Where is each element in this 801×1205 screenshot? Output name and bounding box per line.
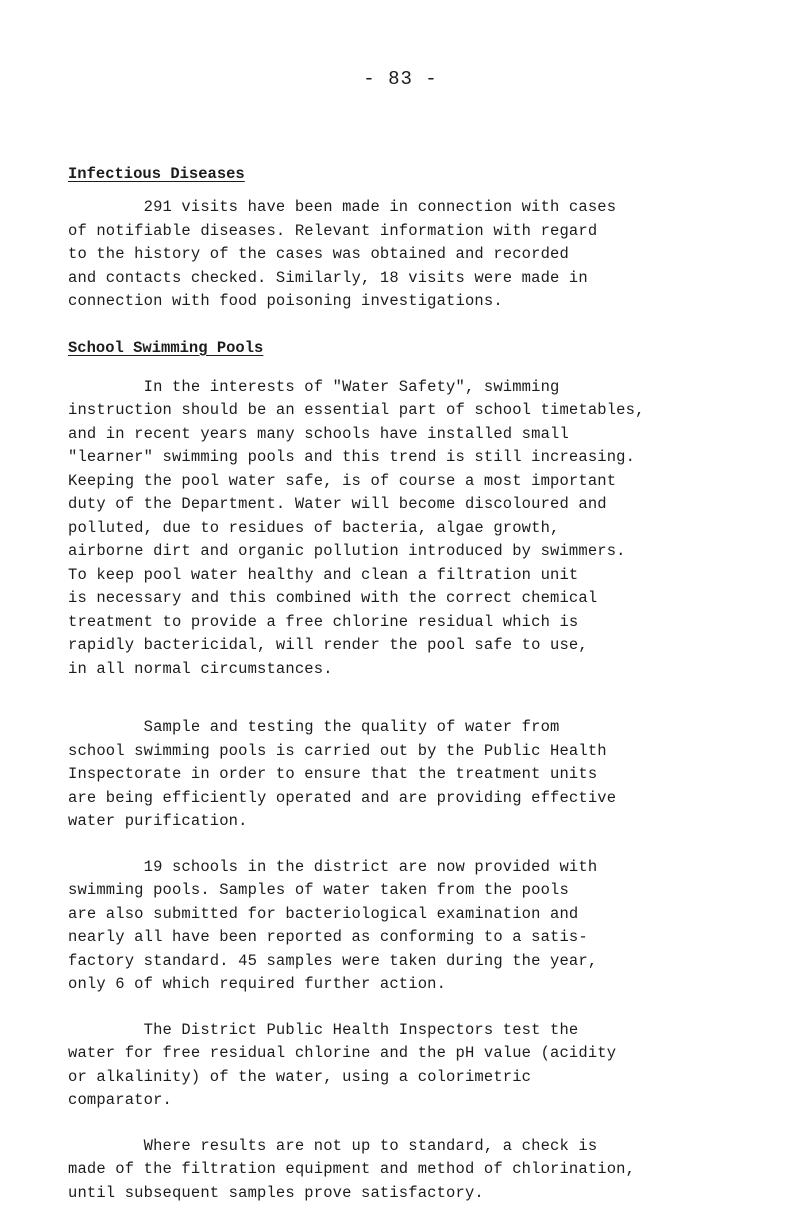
section-heading-infectious-diseases: Infectious Diseases — [68, 162, 796, 186]
section-heading-school-swimming-pools: School Swimming Pools — [68, 336, 796, 360]
document-body — [68, 162, 796, 1205]
paragraph-schools-samples: 19 schools in the district are now provided with swimming pools. Samples of water taken from the pools are also submitted for bacteriological examination and nearly all have been reported as conforming to a satis- factory standard. 45 samples were taken during the year, only 6 of which required further action. — [68, 856, 796, 997]
paragraph-results-check: Where results are not up to standard, a check is made of the filtration equipment and method of chlorination, until subsequent samples prove satisfactory. — [68, 1135, 796, 1205]
paragraph-infectious-diseases: 291 visits have been made in connection with cases of notifiable diseases. Relevant information with regard to the history of the cases was obtained and recorded and contacts checked. Similarly, 18 visits were made in connection with food poisoning investigations. — [68, 196, 796, 314]
paragraph-inspectors-test: The District Public Health Inspectors test the water for free residual chlorine and the pH value (acidity or alkalinity) of the water, using a colorimetric comparator. — [68, 1019, 796, 1113]
paragraph-sampling-testing: Sample and testing the quality of water from school swimming pools is carried out by the Public Health Inspectorate in order to ensure that the treatment units are being efficiently operated and are providing effective water purification. — [68, 716, 796, 834]
paragraph-water-safety: In the interests of "Water Safety", swimming instruction should be an essential part of school timetables, and in recent years many schools have installed small "learner" swimming pools and this trend is still increasing. Keeping the pool water safe, is of course a most important duty of the Department. Water will become discoloured and polluted, due to residues of bacteria, algae growth, airborne dirt and organic pollution introduced by swimmers. To keep pool water healthy and clean a filtration unit is necessary and this combined with the correct chemical treatment to provide a free chlorine residual which is rapidly bactericidal, will render the pool safe to use, in all normal circumstances. — [68, 376, 796, 682]
page-number: - 83 - — [0, 68, 801, 90]
